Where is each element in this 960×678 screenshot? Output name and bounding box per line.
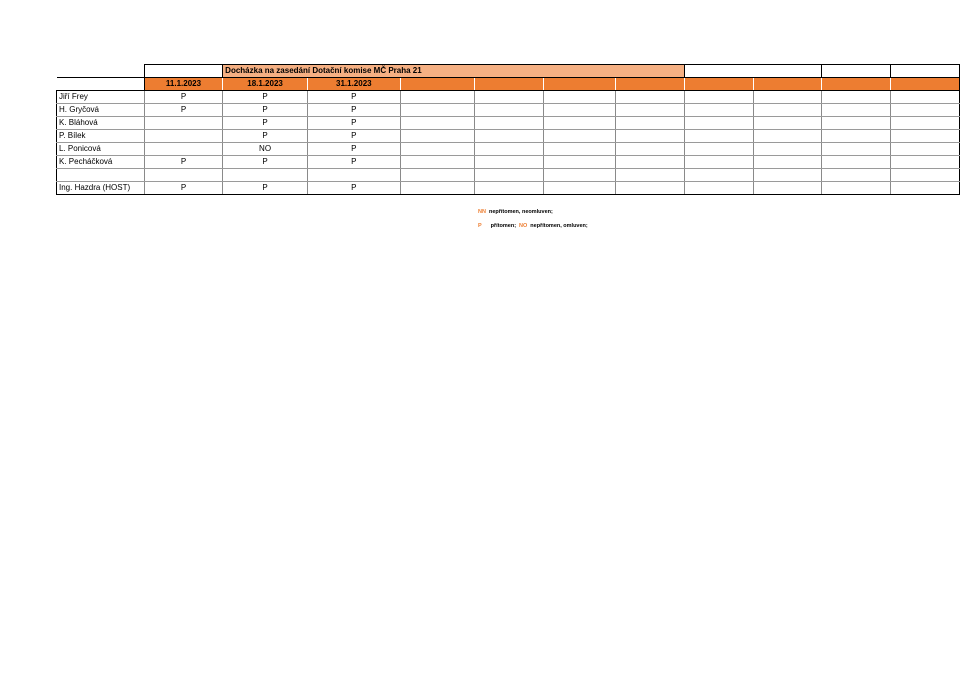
attendance-table bbox=[56, 64, 960, 195]
date-header[interactable] bbox=[754, 78, 822, 91]
attendance-cell[interactable] bbox=[400, 169, 475, 182]
attendance-cell[interactable] bbox=[822, 156, 891, 169]
attendance-cell[interactable] bbox=[754, 143, 822, 156]
attendance-cell[interactable]: P bbox=[223, 91, 308, 104]
attendance-cell[interactable]: P bbox=[307, 143, 400, 156]
title-fill-cell[interactable] bbox=[475, 65, 685, 78]
attendance-cell[interactable] bbox=[475, 130, 544, 143]
attendance-cell[interactable] bbox=[223, 169, 308, 182]
table-row bbox=[57, 104, 960, 117]
attendance-cell[interactable] bbox=[544, 182, 616, 195]
attendance-cell[interactable] bbox=[475, 104, 544, 117]
legend-code-p: P bbox=[478, 223, 482, 229]
attendance-cell[interactable] bbox=[754, 156, 822, 169]
attendance-cell[interactable]: P bbox=[144, 104, 222, 117]
date-header[interactable]: 11.1.2023 bbox=[144, 78, 222, 91]
member-name[interactable]: H. Gryčová bbox=[57, 104, 145, 117]
table-row bbox=[57, 143, 960, 156]
attendance-cell[interactable]: P bbox=[144, 156, 222, 169]
attendance-cell[interactable] bbox=[822, 169, 891, 182]
member-name[interactable]: Ing. Hazdra (HOST) bbox=[57, 182, 145, 195]
date-header[interactable] bbox=[400, 78, 475, 91]
attendance-cell[interactable] bbox=[544, 91, 616, 104]
attendance-cell[interactable] bbox=[400, 91, 475, 104]
member-name[interactable]: P. Bílek bbox=[57, 130, 145, 143]
date-header[interactable] bbox=[891, 78, 960, 91]
attendance-cell[interactable] bbox=[616, 156, 685, 169]
date-header[interactable] bbox=[685, 78, 754, 91]
attendance-cell[interactable] bbox=[475, 169, 544, 182]
attendance-cell[interactable] bbox=[400, 156, 475, 169]
attendance-cell[interactable] bbox=[475, 117, 544, 130]
member-name[interactable]: Jiří Frey bbox=[57, 91, 145, 104]
dates-header-row bbox=[57, 78, 960, 91]
attendance-cell[interactable] bbox=[475, 143, 544, 156]
title-blank-cell[interactable] bbox=[144, 65, 222, 78]
attendance-cell[interactable]: P bbox=[307, 117, 400, 130]
attendance-cell[interactable] bbox=[616, 143, 685, 156]
legend-line-p-no bbox=[478, 222, 588, 230]
attendance-cell[interactable] bbox=[685, 156, 754, 169]
attendance-cell[interactable] bbox=[822, 130, 891, 143]
attendance-cell[interactable] bbox=[822, 91, 891, 104]
attendance-cell[interactable] bbox=[544, 143, 616, 156]
attendance-cell[interactable] bbox=[891, 143, 960, 156]
attendance-cell[interactable] bbox=[616, 104, 685, 117]
attendance-cell[interactable]: P bbox=[223, 104, 308, 117]
attendance-cell[interactable] bbox=[685, 169, 754, 182]
table-row bbox=[57, 169, 960, 182]
member-name[interactable]: K. Bláhová bbox=[57, 117, 145, 130]
date-header[interactable] bbox=[544, 78, 616, 91]
attendance-cell[interactable] bbox=[891, 182, 960, 195]
attendance-cell[interactable] bbox=[685, 130, 754, 143]
attendance-cell[interactable] bbox=[144, 130, 222, 143]
title-blank-cell[interactable] bbox=[822, 65, 891, 78]
attendance-cell[interactable] bbox=[754, 117, 822, 130]
attendance-cell[interactable] bbox=[544, 169, 616, 182]
attendance-cell[interactable] bbox=[891, 117, 960, 130]
title-blank-cell[interactable] bbox=[685, 65, 822, 78]
legend-line-nn bbox=[478, 208, 553, 216]
date-header[interactable] bbox=[822, 78, 891, 91]
attendance-cell[interactable]: P bbox=[223, 182, 308, 195]
legend-text-no: nepřítomen, omluven; bbox=[530, 223, 588, 229]
table-row bbox=[57, 91, 960, 104]
attendance-cell[interactable]: P bbox=[307, 182, 400, 195]
attendance-cell[interactable] bbox=[822, 182, 891, 195]
corner-cell[interactable] bbox=[57, 65, 145, 78]
member-name[interactable]: K. Pecháčková bbox=[57, 156, 145, 169]
legend-code-no: NO bbox=[519, 223, 528, 229]
attendance-cell[interactable] bbox=[891, 156, 960, 169]
attendance-cell[interactable] bbox=[400, 182, 475, 195]
attendance-cell[interactable]: P bbox=[223, 156, 308, 169]
attendance-cell[interactable] bbox=[754, 169, 822, 182]
attendance-cell[interactable]: P bbox=[144, 182, 222, 195]
attendance-cell[interactable] bbox=[822, 104, 891, 117]
attendance-cell[interactable]: P bbox=[223, 117, 308, 130]
attendance-cell[interactable] bbox=[754, 182, 822, 195]
attendance-cell[interactable]: P bbox=[307, 91, 400, 104]
attendance-cell[interactable] bbox=[475, 156, 544, 169]
attendance-cell[interactable] bbox=[400, 104, 475, 117]
attendance-cell[interactable] bbox=[891, 130, 960, 143]
title-row bbox=[57, 65, 960, 78]
corner-cell[interactable] bbox=[57, 78, 145, 91]
attendance-cell[interactable] bbox=[685, 143, 754, 156]
table-row bbox=[57, 156, 960, 169]
attendance-cell[interactable] bbox=[754, 130, 822, 143]
attendance-cell[interactable] bbox=[891, 104, 960, 117]
attendance-cell[interactable] bbox=[616, 117, 685, 130]
attendance-cell[interactable] bbox=[544, 130, 616, 143]
attendance-cell[interactable] bbox=[891, 169, 960, 182]
attendance-cell[interactable] bbox=[685, 182, 754, 195]
date-header[interactable] bbox=[616, 78, 685, 91]
attendance-cell[interactable] bbox=[475, 182, 544, 195]
legend-code-nn: NN bbox=[478, 209, 486, 215]
date-header[interactable]: 31.1.2023 bbox=[307, 78, 400, 91]
attendance-cell[interactable]: P bbox=[307, 156, 400, 169]
attendance-cell[interactable]: P bbox=[223, 130, 308, 143]
attendance-cell[interactable] bbox=[616, 182, 685, 195]
table-row bbox=[57, 182, 960, 195]
attendance-cell[interactable]: P bbox=[144, 91, 222, 104]
attendance-cell[interactable] bbox=[891, 91, 960, 104]
attendance-cell[interactable] bbox=[144, 169, 222, 182]
attendance-cell[interactable] bbox=[822, 143, 891, 156]
attendance-cell[interactable] bbox=[400, 117, 475, 130]
attendance-cell[interactable] bbox=[754, 104, 822, 117]
attendance-cell[interactable]: P bbox=[307, 130, 400, 143]
attendance-cell[interactable] bbox=[685, 117, 754, 130]
attendance-cell[interactable] bbox=[616, 130, 685, 143]
attendance-cell[interactable] bbox=[144, 117, 222, 130]
date-header[interactable]: 18.1.2023 bbox=[223, 78, 308, 91]
member-name[interactable] bbox=[57, 169, 145, 182]
sheet-title[interactable]: Docházka na zasedání Dotační komise MČ Praha 21 bbox=[223, 65, 475, 78]
attendance-cell[interactable] bbox=[544, 104, 616, 117]
attendance-cell[interactable] bbox=[822, 117, 891, 130]
date-header[interactable] bbox=[475, 78, 544, 91]
attendance-cell[interactable] bbox=[616, 169, 685, 182]
attendance-cell[interactable] bbox=[400, 130, 475, 143]
member-name[interactable]: L. Ponicová bbox=[57, 143, 145, 156]
table-row bbox=[57, 117, 960, 130]
attendance-cell[interactable] bbox=[754, 91, 822, 104]
title-blank-cell[interactable] bbox=[891, 65, 960, 78]
attendance-cell[interactable]: P bbox=[307, 104, 400, 117]
table-row bbox=[57, 130, 960, 143]
attendance-cell[interactable] bbox=[144, 143, 222, 156]
attendance-cell[interactable] bbox=[475, 91, 544, 104]
attendance-cell[interactable] bbox=[685, 91, 754, 104]
legend-text-nn: nepřítomen, neomluven; bbox=[488, 209, 553, 215]
attendance-cell[interactable] bbox=[544, 156, 616, 169]
attendance-cell[interactable] bbox=[616, 91, 685, 104]
attendance-cell[interactable] bbox=[544, 117, 616, 130]
attendance-cell[interactable]: NO bbox=[223, 143, 308, 156]
attendance-cell[interactable] bbox=[400, 143, 475, 156]
attendance-cell[interactable] bbox=[307, 169, 400, 182]
attendance-cell[interactable] bbox=[685, 104, 754, 117]
legend-text-p: přítomen; bbox=[490, 223, 517, 229]
